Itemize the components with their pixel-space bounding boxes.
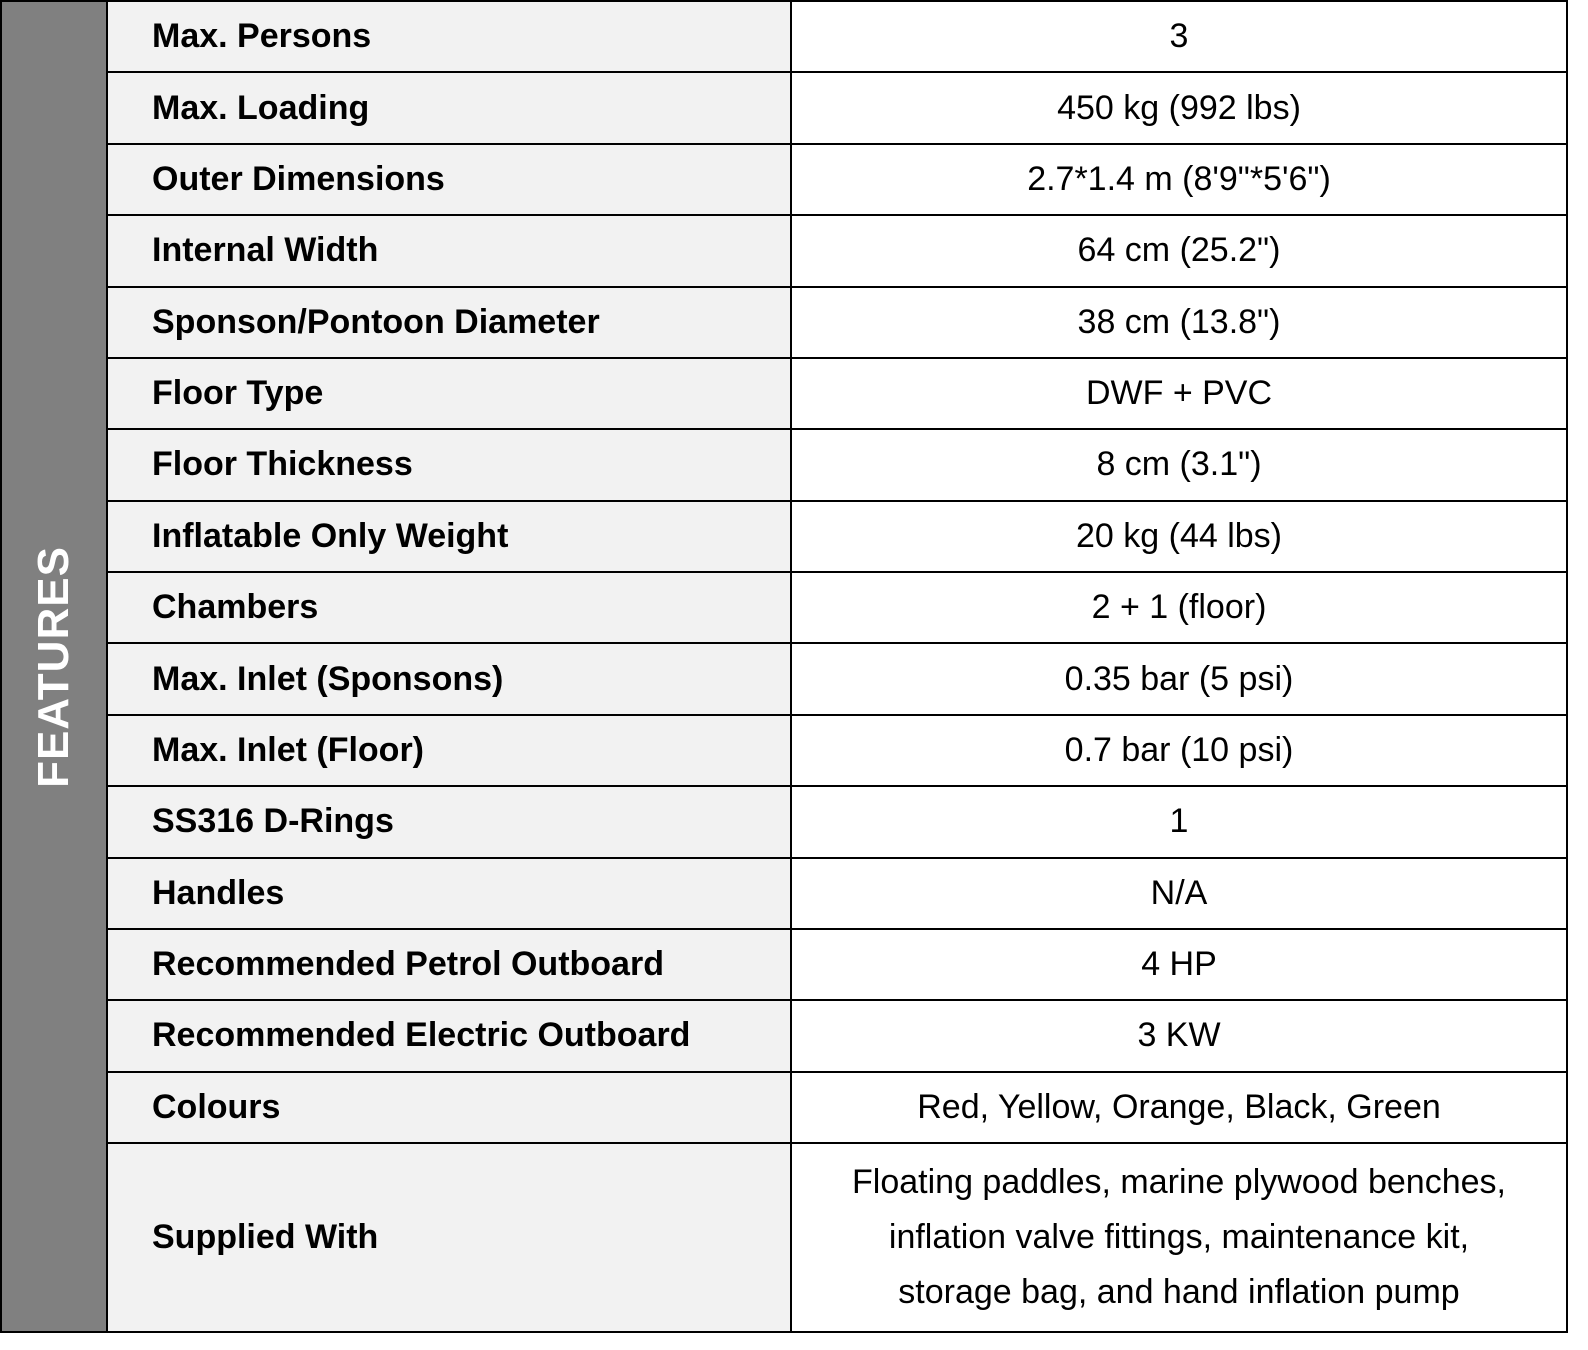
- spec-row-supplied-with: [1, 1143, 1567, 1332]
- spec-value: Red, Yellow, Orange, Black, Green: [791, 1072, 1567, 1143]
- spec-row: [1, 858, 1567, 929]
- spec-label: Floor Thickness: [107, 429, 791, 500]
- spec-row: [1, 786, 1567, 857]
- spec-row: [1, 1000, 1567, 1071]
- spec-value-supplied-with: [791, 1143, 1567, 1332]
- spec-value: 450 kg (992 lbs): [791, 72, 1567, 143]
- spec-value: 1: [791, 786, 1567, 857]
- spec-label: Chambers: [107, 572, 791, 643]
- spec-row: [1, 715, 1567, 786]
- spec-row: [1, 144, 1567, 215]
- spec-label: Max. Inlet (Sponsons): [107, 643, 791, 714]
- features-table-body: [1, 1, 1567, 1332]
- spec-value: 38 cm (13.8"): [791, 287, 1567, 358]
- spec-value: DWF + PVC: [791, 358, 1567, 429]
- spec-row: [1, 287, 1567, 358]
- spec-row: [1, 501, 1567, 572]
- spec-value: 3: [791, 1, 1567, 72]
- spec-value: 0.35 bar (5 psi): [791, 643, 1567, 714]
- spec-label: Sponson/Pontoon Diameter: [107, 287, 791, 358]
- spec-row: [1, 1, 1567, 72]
- spec-label: Recommended Electric Outboard: [107, 1000, 791, 1071]
- spec-row: [1, 572, 1567, 643]
- spec-value: 0.7 bar (10 psi): [791, 715, 1567, 786]
- spec-value: 8 cm (3.1"): [791, 429, 1567, 500]
- spec-label: Max. Loading: [107, 72, 791, 143]
- spec-label: Supplied With: [107, 1143, 791, 1332]
- supplied-with-line: storage bag, and hand inflation pump: [898, 1273, 1460, 1311]
- spec-label: Internal Width: [107, 215, 791, 286]
- spec-label: Outer Dimensions: [107, 144, 791, 215]
- spec-row: [1, 215, 1567, 286]
- spec-label: Max. Persons: [107, 1, 791, 72]
- spec-row: [1, 358, 1567, 429]
- supplied-with-line: Floating paddles, marine plywood benches,: [852, 1163, 1506, 1201]
- spec-label: Recommended Petrol Outboard: [107, 929, 791, 1000]
- spec-label: Inflatable Only Weight: [107, 501, 791, 572]
- spec-label: Colours: [107, 1072, 791, 1143]
- supplied-with-line: inflation valve fittings, maintenance kit,: [888, 1218, 1470, 1256]
- features-side-header: [1, 1, 107, 1332]
- spec-row: [1, 429, 1567, 500]
- spec-row: [1, 643, 1567, 714]
- features-side-label: FEATURES: [29, 545, 78, 788]
- spec-label: Floor Type: [107, 358, 791, 429]
- spec-value: 20 kg (44 lbs): [791, 501, 1567, 572]
- spec-value: 4 HP: [791, 929, 1567, 1000]
- spec-value: 3 KW: [791, 1000, 1567, 1071]
- spec-label: Max. Inlet (Floor): [107, 715, 791, 786]
- spec-value: 2 + 1 (floor): [791, 572, 1567, 643]
- spec-row: [1, 1072, 1567, 1143]
- spec-value: 64 cm (25.2"): [791, 215, 1567, 286]
- spec-value: 2.7*1.4 m (8'9"*5'6"): [791, 144, 1567, 215]
- spec-row: [1, 72, 1567, 143]
- spec-label: SS316 D-Rings: [107, 786, 791, 857]
- spec-label: Handles: [107, 858, 791, 929]
- spec-row: [1, 929, 1567, 1000]
- spec-value: N/A: [791, 858, 1567, 929]
